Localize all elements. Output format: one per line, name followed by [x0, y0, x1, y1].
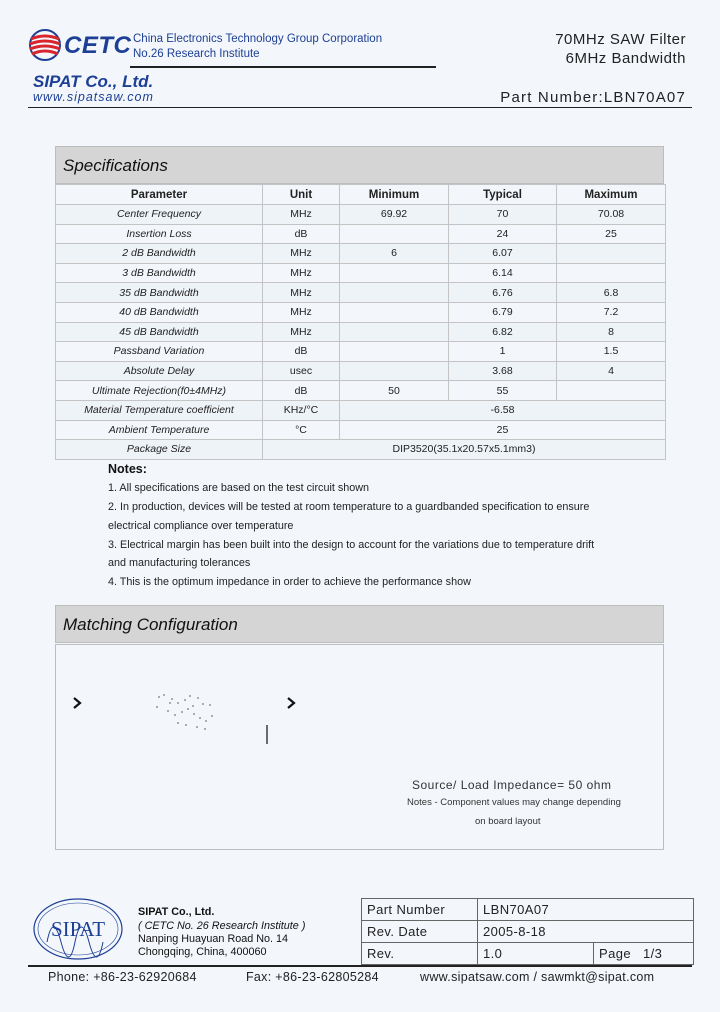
- rev-date-value: 2005-8-18: [478, 921, 694, 943]
- rev-value: 1.0: [478, 943, 594, 965]
- cell-unit: MHz: [263, 283, 340, 303]
- cell-typical: 1: [449, 342, 557, 362]
- table-row: [56, 400, 666, 420]
- footer-phone: Phone: +86-23-62920684: [48, 970, 197, 984]
- header-divider: [130, 66, 436, 68]
- source-load-impedance: Source/ Load Impedance= 50 ohm: [412, 778, 612, 792]
- website-link[interactable]: www.sipatsaw.com: [33, 90, 154, 104]
- cell-maximum: 1.5: [557, 342, 666, 362]
- table-row: [56, 420, 666, 440]
- cell-typical: 55: [449, 381, 557, 401]
- table-row: [56, 440, 666, 460]
- rev-date-label: Rev. Date: [362, 921, 478, 943]
- cell-parameter: Ultimate Rejection(f0±4MHz): [56, 381, 263, 401]
- col-typical: Typical: [449, 185, 557, 205]
- table-row: [56, 263, 666, 283]
- rev-label: Rev.: [362, 943, 478, 965]
- col-maximum: Maximum: [557, 185, 666, 205]
- cell-parameter: Absolute Delay: [56, 361, 263, 381]
- cell-parameter: Insertion Loss: [56, 224, 263, 244]
- cell-typical: 6.79: [449, 302, 557, 322]
- part-number-value: LBN70A07: [478, 899, 694, 921]
- cell-parameter: Ambient Temperature: [56, 420, 263, 440]
- cell-parameter: 3 dB Bandwidth: [56, 263, 263, 283]
- sipat-seal-logo-icon: [33, 898, 123, 960]
- table-row: [56, 361, 666, 381]
- cell-typical: 6.82: [449, 322, 557, 342]
- cell-minimum: [340, 263, 449, 283]
- cell-minimum: [340, 342, 449, 362]
- table-row: [56, 283, 666, 303]
- org-line-1: China Electronics Technology Group Corporation: [133, 33, 383, 45]
- cell-unit: MHz: [263, 244, 340, 264]
- cell-parameter: Passband Variation: [56, 342, 263, 362]
- table-row: [56, 322, 666, 342]
- table-row: [56, 205, 666, 225]
- cell-maximum: 25: [557, 224, 666, 244]
- note-line: and manufacturing tolerances: [108, 557, 251, 569]
- specifications-header: [55, 146, 664, 184]
- org-name: [133, 32, 382, 62]
- org-line-2: No.26 Research Institute: [133, 48, 260, 60]
- cell-parameter: 45 dB Bandwidth: [56, 322, 263, 342]
- footer-fax: Fax: +86-23-62805284: [246, 970, 379, 984]
- table-row: [362, 899, 694, 921]
- product-title-line-2: 6MHz Bandwidth: [565, 50, 686, 67]
- specifications-table: [55, 184, 666, 460]
- cell-unit: MHz: [263, 205, 340, 225]
- cell-minimum: [340, 302, 449, 322]
- header-part-number: Part Number:LBN70A07: [500, 89, 686, 106]
- cell-maximum: 6.8: [557, 283, 666, 303]
- cell-unit: MHz: [263, 263, 340, 283]
- cell-unit: usec: [263, 361, 340, 381]
- cell-typical: 70: [449, 205, 557, 225]
- cell-typical: 25: [340, 420, 666, 440]
- cell-maximum: [557, 381, 666, 401]
- cell-maximum: [557, 263, 666, 283]
- cell-maximum: [557, 244, 666, 264]
- cell-typical: 3.68: [449, 361, 557, 381]
- cetc-logo-text: CETC: [64, 32, 132, 59]
- cell-typical: -6.58: [340, 400, 666, 420]
- table-row: [56, 342, 666, 362]
- cell-package-size: DIP3520(35.1x20.57x5.1mm3): [263, 440, 666, 460]
- col-minimum: Minimum: [340, 185, 449, 205]
- cell-typical: 6.07: [449, 244, 557, 264]
- page-value: 1/3: [642, 946, 663, 961]
- cell-unit: KHz/°C: [263, 400, 340, 420]
- cell-parameter: 40 dB Bandwidth: [56, 302, 263, 322]
- saw-filter-symbol-icon: [156, 694, 213, 730]
- col-unit: Unit: [263, 185, 340, 205]
- matching-circuit-diagram: [60, 685, 360, 755]
- cell-maximum: 7.2: [557, 302, 666, 322]
- cell-maximum: 8: [557, 322, 666, 342]
- note-line: electrical compliance over temperature: [108, 520, 294, 532]
- note-line: 4. This is the optimum impedance in order to achieve the performance show: [108, 576, 471, 588]
- cell-parameter: Material Temperature coefficient: [56, 400, 263, 420]
- product-title: [555, 30, 686, 68]
- notes-title: Notes:: [108, 462, 147, 476]
- note-line: 2. In production, devices will be tested at room temperature to a guardbanded specification to ensure: [108, 501, 590, 513]
- cell-typical: 6.14: [449, 263, 557, 283]
- matching-note-line-2: on board layout: [475, 816, 541, 827]
- cell-unit: MHz: [263, 322, 340, 342]
- cell-minimum: [340, 224, 449, 244]
- table-row: [56, 224, 666, 244]
- table-row: [56, 381, 666, 401]
- cell-unit: dB: [263, 224, 340, 244]
- note-line: 1. All specifications are based on the test circuit shown: [108, 482, 370, 494]
- specifications-title: Specifications: [63, 156, 168, 175]
- cetc-logo-icon: [28, 28, 62, 62]
- cell-unit: dB: [263, 381, 340, 401]
- cell-unit: MHz: [263, 302, 340, 322]
- cell-parameter: Center Frequency: [56, 205, 263, 225]
- cell-parameter: Package Size: [56, 440, 263, 460]
- note-line: 3. Electrical margin has been built into the design to account for the variations due to temperature drift: [108, 539, 595, 551]
- footer-institute: ( CETC No. 26 Research Institute ): [138, 920, 306, 932]
- cell-typical: 6.76: [449, 283, 557, 303]
- cell-parameter: 35 dB Bandwidth: [56, 283, 263, 303]
- cell-unit: dB: [263, 342, 340, 362]
- table-row: [56, 302, 666, 322]
- table-row: [56, 244, 666, 264]
- matching-title: Matching Configuration: [63, 615, 238, 634]
- cell-minimum: [340, 322, 449, 342]
- company-name: SIPAT Co., Ltd.: [33, 72, 154, 91]
- matching-note-line-1: Notes - Component values may change depending: [407, 797, 621, 808]
- table-row: [362, 943, 694, 965]
- col-parameter: Parameter: [56, 185, 263, 205]
- cell-minimum: [340, 361, 449, 381]
- footer-address-2: Chongqing, China, 400060: [138, 946, 267, 958]
- cell-minimum: 50: [340, 381, 449, 401]
- table-row: [362, 921, 694, 943]
- cell-minimum: 69.92: [340, 205, 449, 225]
- cell-minimum: [340, 283, 449, 303]
- cell-minimum: 6: [340, 244, 449, 264]
- product-title-line-1: 70MHz SAW Filter: [555, 31, 686, 48]
- cell-parameter: 2 dB Bandwidth: [56, 244, 263, 264]
- document-info-table: [361, 898, 694, 965]
- cell-maximum: 70.08: [557, 205, 666, 225]
- footer-rule: [28, 965, 692, 967]
- seal-text: SIPAT: [50, 917, 106, 941]
- cell-maximum: 4: [557, 361, 666, 381]
- footer-address-1: Nanping Huayuan Road No. 14: [138, 933, 289, 945]
- part-number-label: Part Number: [362, 899, 478, 921]
- page-cell: [594, 943, 694, 965]
- footer-company-name: SIPAT Co., Ltd.: [138, 906, 215, 918]
- input-port-icon: [74, 698, 80, 708]
- header-rule: [28, 107, 692, 108]
- cell-typical: 24: [449, 224, 557, 244]
- output-port-icon: [288, 698, 294, 708]
- page-label: Page: [599, 946, 631, 961]
- matching-header: [55, 605, 664, 643]
- table-header-row: [56, 185, 666, 205]
- cell-unit: °C: [263, 420, 340, 440]
- footer-web-email[interactable]: www.sipatsaw.com / sawmkt@sipat.com: [420, 970, 655, 984]
